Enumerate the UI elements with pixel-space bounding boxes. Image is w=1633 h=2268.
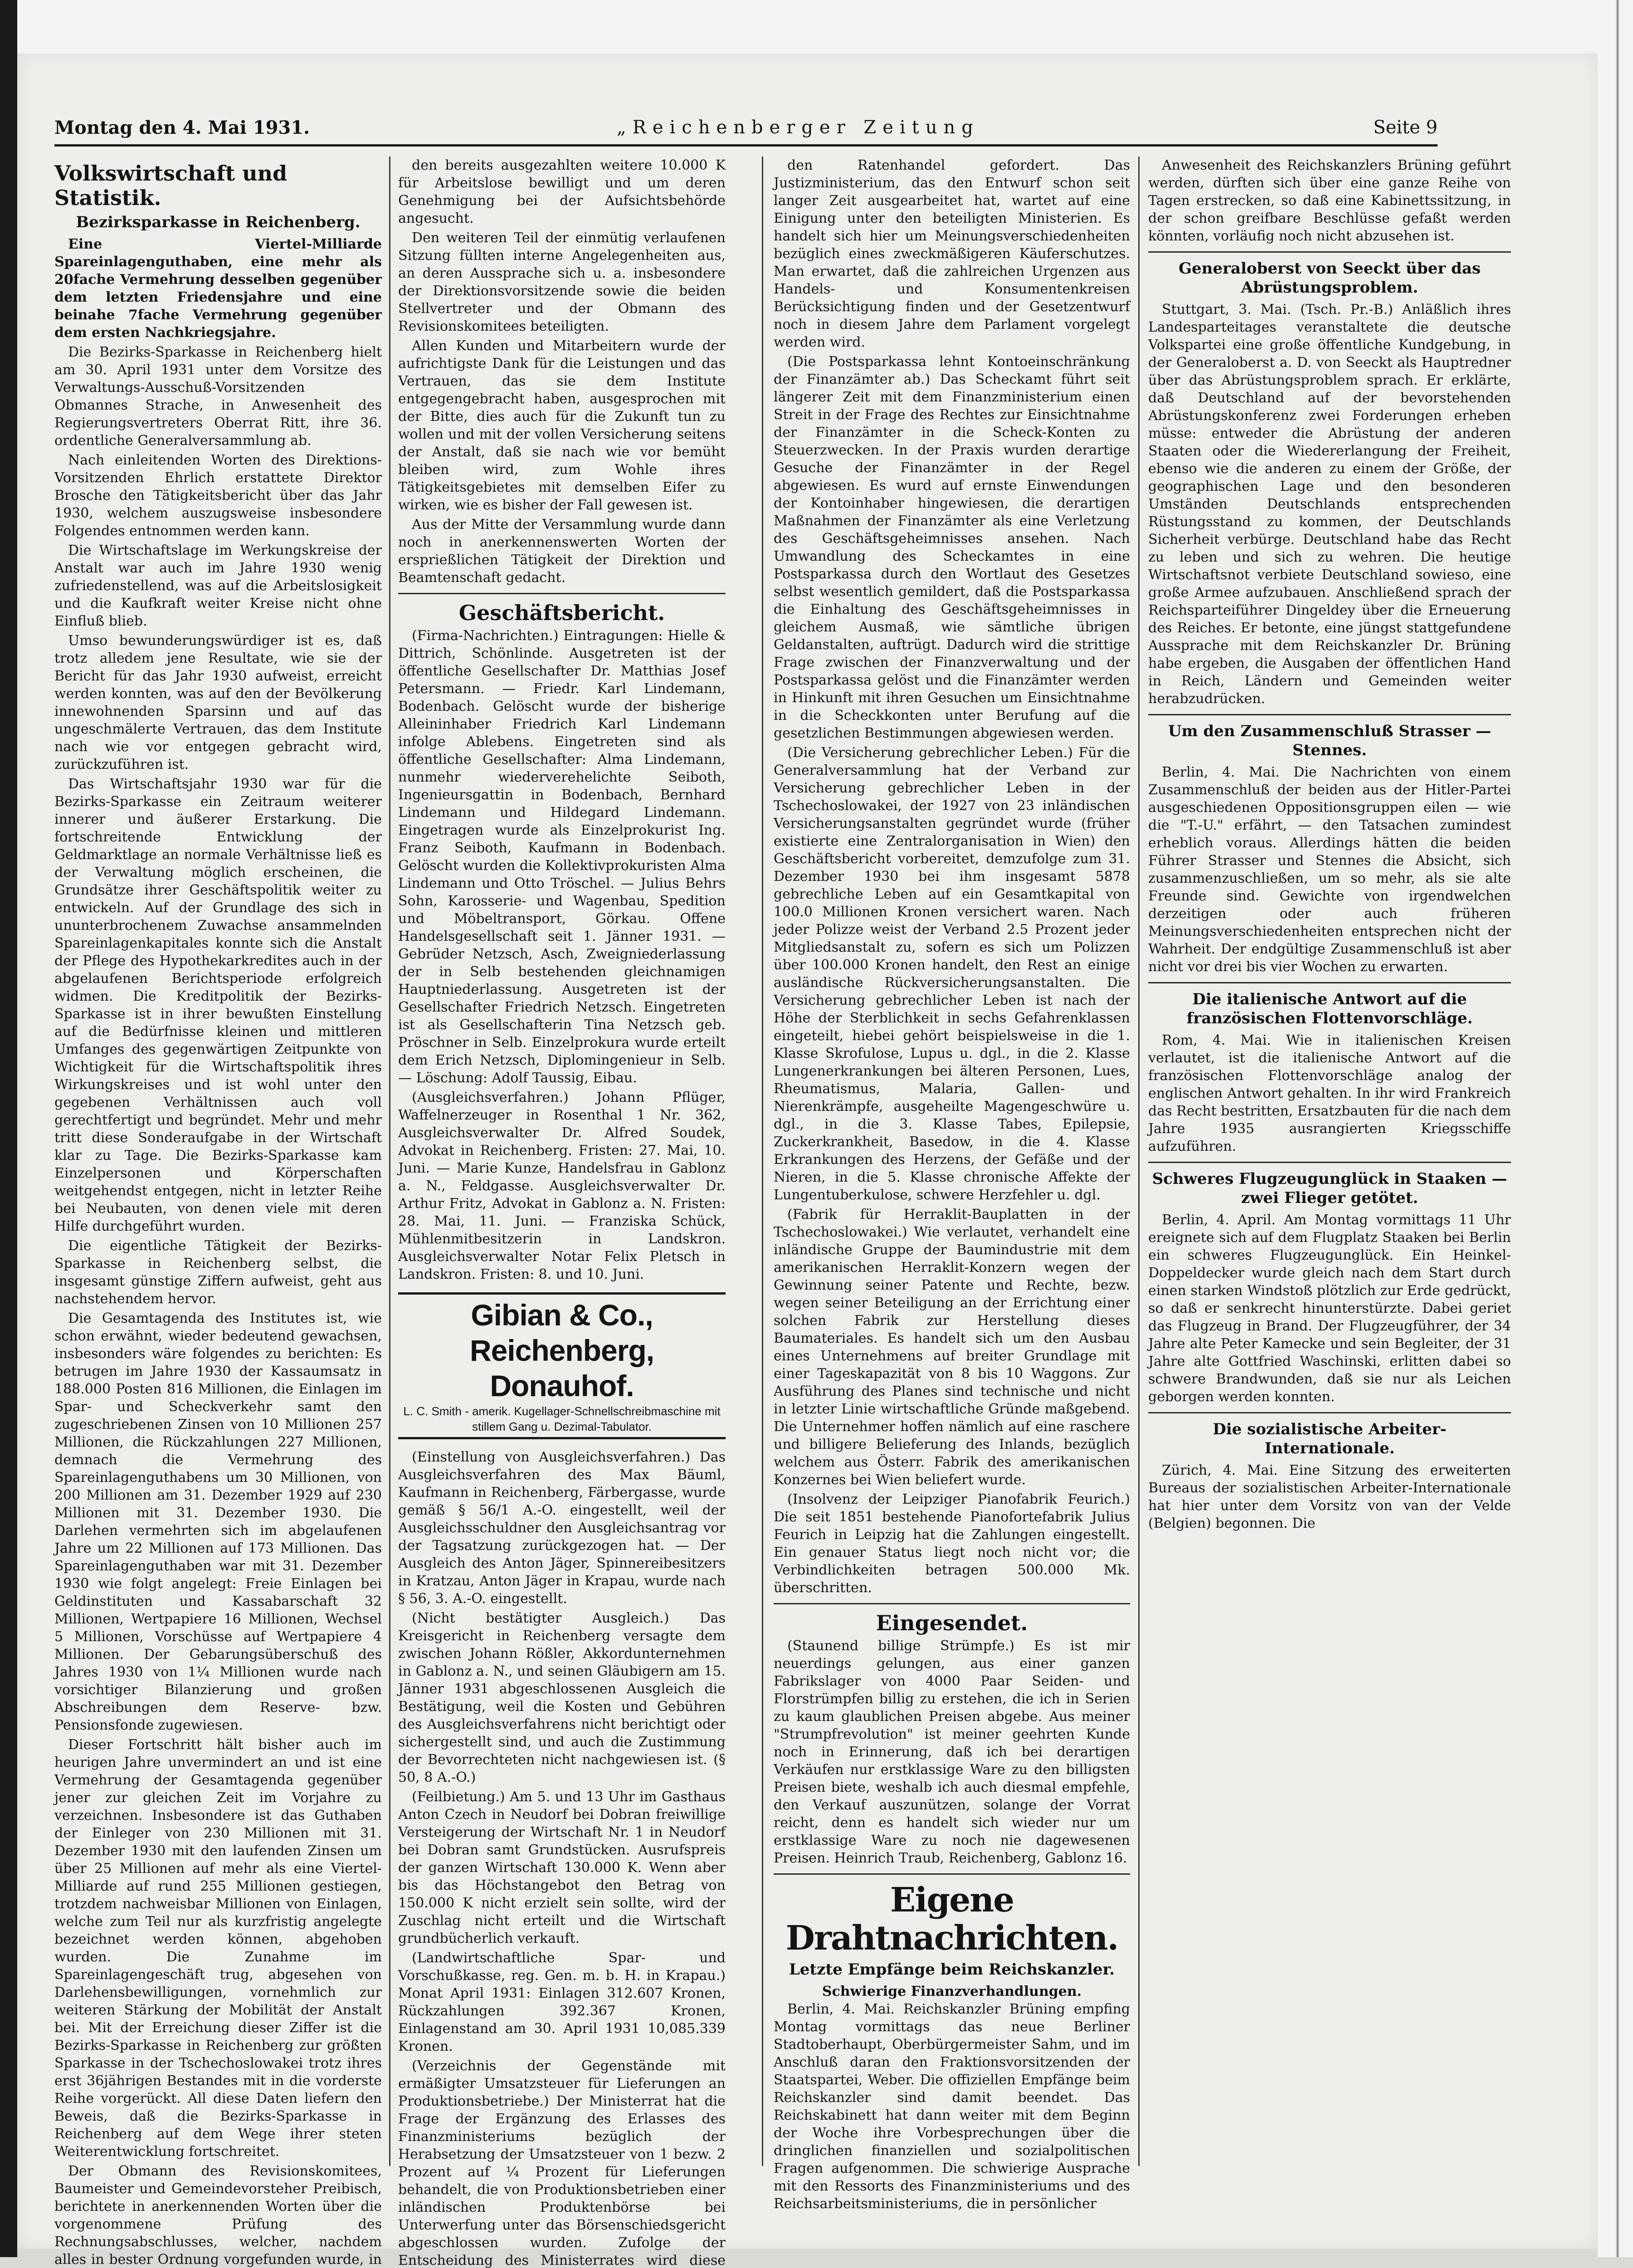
- top-margin: [17, 0, 1598, 54]
- paragraph: Die eigentliche Tätigkeit der Bezirks-Sparkasse in Reichenberg selbst, die insgesamt günstige Ziffern aufweist, geht aus nachstehendem hervor.: [54, 1238, 382, 1307]
- paragraph: (Nicht bestätigter Ausgleich.) Das Kreisgericht in Reichenberg versagte dem zwischen Johann Rößler, Akkordunternehmen in Gablonz a. N., und seinen Gläubigern am 15. Jänner 1931 abgeschlossenen Ausgleich die Bestätigung, weil die Kosten und Gebühren des Ausgleichsverfahrens nicht berichtigt oder sichergestellt sind, und auch die Zustimmung der Bevorrechteten nicht nachgewiesen ist. (§ 50, 8 A.-O.): [398, 1610, 726, 1785]
- paragraph: Aus der Mitte der Versammlung wurde dann noch in anerkennenswerten Worten der ersprießlichen Tätigkeit der Direktion und Beamtenschaft gedacht.: [398, 517, 726, 586]
- paragraph: (Insolvenz der Leipziger Pianofabrik Feurich.) Die seit 1851 bestehende Pianofortefabrik Julius Feurich in Leipzig hat die Zahlungen eingestellt. Ein genauer Status liegt noch nicht vor; die Verbindlichkeiten betragen 500.000 Mk. überschritten.: [774, 1491, 1130, 1596]
- paragraph: Die Gesamtagenda des Institutes ist, wie schon erwähnt, wieder bedeutend gewachsen, insbesonders wäre folgendes zu berichten: Es betrugen im Jahre 1930 der Kassaumsatz in 188.000 Posten 816 Millionen, die Einlagen im Spar- und Scheckverkehr samt den zugeschriebenen Zinsen von 10 Millionen 257 Millionen, die Rückzahlungen 227 Millionen, demnach die Vermehrung des Spareinlagenguthabens um 30 Millionen, von 200 Millionen am 31. Dezember 1929 auf 230 Millionen mit 31. Dezember 1930. Die Darlehen vermehrten sich im abgelaufenen Jahre um 22 Millionen auf 173 Millionen. Das Spareinlagenguthaben war mit 31. Dezember 1930 wie folgt angelegt: Freie Einlagen bei Geldinstituten und Kassabarschaft 32 Millionen, Wertpapiere 16 Millionen, Wechsel 5 Millionen, Vorschüsse auf Wertpapiere 4 Millionen. Der Gebarungsüberschuß des Jahres 1930 von 1¼ Millionen wurde nach vorsichtiger Bilanzierung und großen Abschreibungen dem Reserve- bzw. Pensionsfonde zugewiesen.: [54, 1310, 382, 1733]
- section-separator: [398, 593, 726, 594]
- section-separator: [1148, 714, 1511, 715]
- page-edge: [1598, 0, 1633, 2257]
- paragraph: Berlin, 4. April. Am Montag vormittags 11 Uhr ereignete sich auf dem Flugplatz Staaken bei Berlin ein schweres Flugzeugunglück. Ein Heinkel-Doppeldecker wurde gleich nach dem Start durch einen starken Windstoß plötzlich zur Erde gedrückt, so daß er senkrecht hinunterstürzte. Dabei geriet das Flugzeug in Brand. Der Flugzeugführer, der 34 Jahre alte Peter Kamecke und sein Begleiter, der 31 Jahre alte Gottfried Waschinski, erlitten dabei so schwere Brandwunden, daß sie nur als Leichen geborgen werden konnten.: [1148, 1212, 1511, 1405]
- ad-text: L. C. Smith - amerik. Kugellager-Schnellschreibmaschine mit stillem Gang u. Dezimal-Tabulator.: [403, 1404, 721, 1433]
- paragraph: Der Obmann des Revisionskomitees, Baumeister und Gemeindevorsteher Preibisch, berichtete in anerkennenden Worten über die vorgenommene Prüfung des Rechnungsabschlusses, welcher, nachdem alles in bester Ordnung vorgefunden wurde, in: [54, 2163, 382, 2268]
- paragraph: Berlin, 4. Mai. Die Nachrichten von einem Zusammenschluß der beiden aus der Hitler-Partei ausgeschiedenen Oppositionsgruppen eilen — wie die "T.-U." erfährt, — den Tatsachen zumindest erheblich voraus. Allerdings hätten die beiden Führer Strasser und Stennes die Absicht, sich zusammenzuschließen, um so mehr, als sie alte Freunde sind. Gewichte von irgendwelchen derzeitigen oder auch früheren Meinungsverschiedenheiten entsprechen nicht der Wahrheit. Der endgültige Zusammenschluß ist aber nicht vor drei bis vier Wochen zu erwarten.: [1148, 764, 1511, 975]
- article-title: Schweres Flugzeugunglück in Staaken — zwei Flieger getötet.: [1152, 1170, 1507, 1207]
- paragraph: Nach einleitenden Worten des Direktions-Vorsitzenden Ehrlich erstattete Direktor Brosche den Tätigkeitsbericht über das Jahr 1930, welchem auszugsweise insbesondere Folgendes entnommen werden kann.: [54, 452, 382, 539]
- section-title: Volkswirtschaft und Statistik.: [54, 161, 288, 210]
- paragraph: (Firma-Nachrichten.) Eintragungen: Hielle & Dittrich, Schönlinde. Ausgetreten ist der öffentliche Gesellschafter Dr. Matthias Josef Petersmann. — Friedr. Karl Lindemann, Bodenbach. Gelöscht wurde der bisherige Alleininhaber Friedrich Karl Lindemann infolge Ablebens. Eingetreten sind als öffentliche Gesellschafter: Alma Lindemann, nunmehr wiederverehelichte Seiboth, Ingenieursgattin in Bodenbach, Bernhard Lindemann und Hildegard Lindemann. Eingetragen wurde als Einzelprokurist Ing. Franz Seiboth, Kaufmann in Bodenbach. Gelöscht wurden die Kollektivprokuristen Alma Lindemann und Otto Tröschel. — Julius Behrs Sohn, Karosserie- und Wagenbau, Spedition und Möbeltransport, Görkau. Offene Handelsgesellschaft seit 1. Jänner 1931. — Gebrüder Netzsch, Asch, Zweigniederlassung der in Selb bestehenden gleichnamigen Hauptniederlassung. Ausgetreten ist der Gesellschafter Friedrich Netzsch. Eingetreten ist als Gesellschafterin Tina Netzsch geb. Pröschner in Selb. Einzelprokura wurde erteilt dem Erich Netzsch, Diplomingenieur in Selb. — Löschung: Adolf Taussig, Eibau.: [398, 628, 726, 1086]
- header-rule: [54, 144, 1438, 147]
- advertisement: [398, 1292, 726, 1439]
- section-separator: [1148, 1412, 1511, 1413]
- section-separator: [774, 1603, 1130, 1604]
- paragraph: Die Wirtschaftslage im Werkungskreise der Anstalt war auch im Jahre 1930 wenig zufriedenstellend, was auf die Arbeitslosigkeit und die Kaufkraft weiter Kreise nicht ohne Einfluß blieb.: [54, 543, 382, 629]
- column-divider: [389, 156, 390, 2166]
- ad-brand: Gibian & Co., Reichenberg, Donauhof.: [469, 1298, 654, 1403]
- paragraph: (Ausgleichsverfahren.) Johann Pflüger, Waffelnerzeuger in Rosenthal 1 Nr. 362, Ausgleichsverwalter Dr. Alfred Soudek, Advokat in Reichenberg. Fristen: 27. Mai, 10. Juni. — Marie Kunze, Handelsfrau in Gablonz a. N., Feldgasse. Ausgleichsverwalter Dr. Arthur Fritz, Advokat in Gablonz a. N. Fristen: 28. Mai, 11. Juni. — Franziska Schück, Mühlenmitbesitzerin in Landskron. Ausgleichsverwalter Notar Felix Pletsch in Landskron. Fristen: 8. und 10. Juni.: [398, 1090, 726, 1282]
- paragraph: Die Bezirks-Sparkasse in Reichenberg hielt am 30. April 1931 unter dem Vorsitze des Verwaltungs-Ausschuß-Vorsitzenden Obmannes Strache, in Anwesenheit des Regierungsvertreters Oberrat Ritt, ihre 36. ordentliche Generalversammlung ab.: [54, 344, 382, 449]
- paragraph: (Einstellung von Ausgleichsverfahren.) Das Ausgleichsverfahren des Max Bäuml, Kaufmann in Reichenberg, Färbergasse, wurde gemäß § 56/1 A.-O. eingestellt, weil der Ausgleichsschuldner den Ausgleichsantrag vor der Tagsatzung zurückgezogen hat. — Der Ausgleich des Anton Jäger, Spinnereibesitzers in Kratzau, Anton Jäger in Krapau, wurde nach § 56, 3. A.-O. eingestellt.: [398, 1449, 726, 1607]
- paragraph: Umso bewunderungswürdiger ist es, daß trotz alledem jene Resultate, wie sie der Bericht für das Jahr 1930 aufweist, erreicht werden konnten, was auf den der Bevölkerung innewohnenden Sparsinn und auf das ungeschmälerte Vertrauen, das dem Institute nach wie vor entgegen gebracht wird, zurückzuführen ist.: [54, 633, 382, 772]
- article-title: Die italienische Antwort auf die französischen Flottenvorschläge.: [1186, 990, 1473, 1027]
- paragraph: Allen Kunden und Mitarbeitern wurde der aufrichtigste Dank für die Leistungen und das Vertrauen, das sie dem Institute entgegengebracht haben, ausgesprochen mit der Bitte, dies auch für die Zukunft tun zu wollen und mit der vollen Versicherung seitens der Anstalt, daß sie nach wie vor bemüht bleiben wird, zum Wohle ihres Tätigkeitsgebietes mit demselben Eifer zu wirken, wie es bisher der Fall gewesen ist.: [398, 338, 726, 513]
- paragraph: (Die Versicherung gebrechlicher Leben.) Für die Generalversammlung hat der Verband zur Versicherung gebrechlicher Leben in der Tschechoslowakei, der 1927 von 23 inländischen Versicherungsanstalten gegründet wurde (früher existierte eine Zentralorganisation in Wien) den Geschäftsbericht vorbereitet, demzufolge zum 31. Dezember 1930 bei ihm insgesamt 5878 gebrechliche Leben auf ein Gesamtkapital von 100.0 Millionen Kronen versichert waren. Nach jeder Polizze weist der Verband 2.5 Prozent jeder Mitgliedsanstalt zu, sofern es sich um Polizzen über 100.000 Kronen handelt, den Rest an einige ausländische Rückversicherungsanstalten. Die Versicherung gebrechlicher Leben ist nach der Höhe der Sterblichkeit in sechs Gefahrenklassen eingeteilt, hiebei gehört beispielsweise in die 1. Klasse Skrofulose, Lupus u. dgl., in die 2. Klasse Lungenerkrankungen bei älteren Personen, Lues, Rheumatismus, Malaria, Gallen- und Nierenkrämpfe, ausgeheilte Magengeschwüre u. dgl., in die 3. Klasse Tabes, Epilepsie, Zuckerkrankheit, Basedow, in die 4. Klasse Erkrankungen des Herzens, der Gefäße und der Nieren, in die 5. Klasse chronische Affekte der Lungentuberkulose, schwere Herzfehler u. dgl.: [774, 745, 1130, 1203]
- article-lead: Eine Viertel-Milliarde Spareinlagenguthaben, eine mehr als 20fache Vermehrung desselben gegenüber dem letzten Friedensjahre und eine beinahe 7fache Vermehrung gegenüber dem ersten Nachkriegsjahre.: [54, 236, 382, 341]
- column-3: [774, 156, 1130, 2214]
- paragraph: Zürich, 4. Mai. Eine Sitzung des erweiterten Bureaus der sozialistischen Arbeiter-Internationale hat hier unter dem Vorsitz von van der Velde (Belgien) begonnen. Die: [1148, 1462, 1511, 1531]
- paragraph: den Ratenhandel gefordert. Das Justizministerium, das den Entwurf schon seit langer Zeit ausgearbeitet hat, wartet auf eine Einigung unter den beteiligten Ministerien. Es handelt sich hier um Meinungsverschiedenheiten bezüglich eines zweckmäßigeren Käuferschutzes. Man erwartet, daß die zahlreichen Urgenzen aus Handels- und Konsumentenkreisen Berücksichtigung finden und der Gesetzentwurf noch in diesem Jahre dem Parlament vorgelegt werden wird.: [774, 157, 1130, 350]
- paragraph: (Verzeichnis der Gegenstände mit ermäßigter Umsatzsteuer für Lieferungen an Produktionsbetriebe.) Der Ministerrat hat die Frage der Ergänzung des Erlasses des Finanzministeriums bezüglich der Herabsetzung der Umsatzsteuer von 1 bezw. 2 Prozent auf ¼ Prozent für Lieferungen behandelt, die von Produktionsbetrieben einer inländischen Produktenbörse bei Unterwerfung unter das Börsenschiedsgericht abgeschlossen wurden. Zufolge der Entscheidung des Ministerrates wird diese: [398, 2058, 726, 2268]
- section-separator: [1148, 251, 1511, 253]
- paragraph: (Fabrik für Herraklit-Bauplatten in der Tschechoslowakei.) Wie verlautet, verhandelt eine inländische Gruppe der Baumindustrie mit dem amerikanischen Herraklit-Konzern wegen der Gewinnung seiner Patente und Rechte, bezw. wegen seiner Beteiligung an der Errichtung einer solchen Fabrik zur Herstellung dieses Baumateriales. Es handelt sich um den Ausbau eines Unternehmens auf breiter Grundlage mit einer Tageskapazität von 8 bis 10 Waggons. Zur Ausführung des Planes sind technische und nicht in letzter Linie wirtschaftliche Gründe maßgebend. Die Unternehmer hoffen nämlich auf eine raschere und billigere Belieferung des Inlands, bezüglich welchem aus Österr. Fabrik des amerikanischen Konzernes bei Wien beliefert wurde.: [774, 1207, 1130, 1488]
- column-divider: [762, 156, 763, 2166]
- book-spine: [0, 0, 17, 2257]
- article-title: Letzte Empfänge beim Reichskanzler.: [789, 1960, 1115, 1979]
- article-subtitle: Schwierige Finanzverhandlungen.: [822, 1984, 1082, 1999]
- section-title: Eingesendet.: [876, 1611, 1028, 1635]
- article-title: Die sozialistische Arbeiter-Internationale.: [1213, 1420, 1447, 1457]
- paragraph: Anwesenheit des Reichskanzlers Brüning geführt werden, dürften sich über eine ganze Reihe von Tagen erstrecken, so daß eine Kabinettssitzung, in der schon greifbare Beschlüsse gefaßt werden könnten, vorläufig noch nicht abzusehen ist.: [1148, 157, 1511, 244]
- paragraph: Das Wirtschaftsjahr 1930 war für die Bezirks-Sparkasse ein Zeitraum weiterer innerer und äußerer Erstarkung. Die fortschreitende Entwicklung der Geldmarktlage an normale Verhältnisse ließ es der Verwaltung möglich erscheinen, die Grundsätze ihrer Geschäftspolitik weiter zu entwickeln. Auf der Grundlage des sich in ununterbrochenem Zuwachse ansammelnden Spareinlagenkapitales konnte sich die Anstalt der Pflege des Hypothekarkredites auch in der abgelaufenen Berichtsperiode erfolgreich widmen. Die Kreditpolitik der Bezirks-Sparkasse ist in ihrer bewußten Einstellung auf die Bedürfnisse kleinen und mittleren Umfanges des gegenwärtigen Zeitpunkte von Wichtigkeit für die Wirtschaftspolitik ihres Wirkungskreises und ist wohl unter den gegebenen Verhältnissen auch voll gerechtfertigt und begründet. Mehr und mehr tritt diese Sonderaufgabe in der Wirtschaft klar zu Tage. Die Bezirks-Sparkasse kam Einzelpersonen und Körperschaften weitgehendst entgegen, nicht in letzter Reihe bei Neubauten, von denen viele mit deren Hilfe durchgeführt wurden.: [54, 776, 382, 1234]
- paragraph: Rom, 4. Mai. Wie in italienischen Kreisen verlautet, ist die italienische Antwort auf die französischen Flottenvorschläge analog der englischen Antwort gehalten. In ihr wird Frankreich das Recht bestritten, Ersatzbauten für die nach dem Jahre 1935 ausrangierten Kriegsschiffe aufzuführen.: [1148, 1032, 1511, 1154]
- paragraph: (Die Postsparkassa lehnt Kontoeinschränkung der Finanzämter ab.) Das Scheckamt führt seit längerer Zeit mit dem Finanzministerium einen Streit in der Frage des Rechtes zur Einsichtnahme der Finanzämter in die Scheck-Konten zu Steuerzwecken. In der Praxis wurden derartige Gesuche der Finanzämter in der Regel abgewiesen. Es wurd auf ernste Einwendungen der Kontoinhaber hingewiesen, die derartigen Maßnahmen der Finanzämter als eine Verletzung des Geschäftsgeheimnisses ansehen. Nach Umwandlung des Scheckamtes in eine Postsparkassa durch den Wortlaut des Gesetzes selbst wesentlich gemildert, daß die Postsparkassa die Einhaltung des Geschäftsgeheimnisses in gleichem Ausmaß, wie sämtliche übrigen Geldanstalten, auftrügt. Dadurch wird die strittige Frage zwischen der Finanzverwaltung und der Postsparkassa gelöst und die Finanzämter werden in Hinkunft mit ihren Gesuchen um Einsichtnahme in die Scheckkonten unter Berufung auf die gesetzlichen Bestimmungen abgewiesen werden.: [774, 354, 1130, 741]
- paragraph: den bereits ausgezahlten weitere 10.000 K für Arbeitslose bewilligt und um deren Genehmigung bei der Aufsichtsbehörde angesucht.: [398, 157, 726, 226]
- page-number: Seite 9: [1373, 117, 1438, 138]
- column-divider: [1138, 156, 1140, 2166]
- article-title: Bezirksparkasse in Reichenberg.: [76, 213, 361, 231]
- paragraph: Den weiteren Teil der einmütig verlaufenen Sitzung füllten interne Angelegenheiten aus, an deren Aussprache sich u. a. insbesondere der Direktionsvorsitzende sowie die beiden Stellvertreter und der Obmann des Revisionskomitees beteiligten.: [398, 230, 726, 334]
- newspaper-name: „Reichenberger Zeitung: [617, 117, 980, 138]
- paragraph: Berlin, 4. Mai. Reichskanzler Brüning empfing Montag vormittags das neue Berliner Stadtoberhaupt, Oberbürgermeister Sahm, und im Anschluß daran den Fraktionsvorsitzenden der Staatspartei, Weber. Die offiziellen Empfänge beim Reichskanzler sind damit beendet. Das Reichskabinett hat dann weiter mit dem Beginn der Woche ihre Vorbesprechungen über die dringlichen finanziellen und sozialpolitischen Fragen aufgenommen. Die schwierige Ausprache mit den Ressorts des Finanzministeriums und des Reichsarbeitsministeriums, die in persönlicher: [774, 2001, 1130, 2212]
- column-4: [1148, 156, 1511, 1534]
- section-separator: [774, 1873, 1130, 1875]
- paragraph: Stuttgart, 3. Mai. (Tsch. Pr.-B.) Anläßlich ihres Landesparteitages veranstaltete die deutsche Volkspartei eine große öffentliche Kundgebung, in der Generaloberst a. D. von Seeckt als Hauptredner über das Abrüstungsproblem sprach. Er erklärte, daß Deutschland auf der bevorstehenden Abrüstungskonferenz zwei Forderungen erheben müsse: entweder die Abrüstung der anderen Staaten oder die Wiedererlangung der Freiheit, ebenso wie die anderen zu einem der Größe, der geographischen Lage und den besonderen Umständen Deutschlands entsprechenden Rüstungsstand zu kommen, der Deutschlands Sicherheit verbürge. Deutschland habe das Recht zu leben und sich zu wehren. Die heutige Wirtschaftsnot verbiete Deutschland sowieso, eine große Armee aufzubauen. Anschließend sprach der Reichsparteiführer Dingeldey über die Erneuerung des Reiches. Er betonte, eine jüngst stattgefundene Aussprache mit dem Reichskanzler Dr. Brüning habe ergeben, die Ausgaben der öffentlichen Hand in Reich, Ländern und Gemeinden weiter herabzudrücken.: [1148, 302, 1511, 707]
- article-title: Generaloberst von Seeckt über das Abrüstungsproblem.: [1179, 259, 1481, 297]
- paragraph: Dieser Fortschritt hält bisher auch im heurigen Jahre unvermindert an und ist eine Vermehrung der Gesamtagenda gegenüber jener zur gleichen Zeit im Vorjahre zu verzeichnen. Insbesondere ist das Guthaben der Einleger von 230 Millionen mit 31. Dezember 1930 mit den laufenden Zinsen um über 25 Millionen auf mehr als eine Viertel-Milliarde auf rund 255 Millionen gestiegen, trotzdem nachweisbar Millionen von Einlagen, welche zum Teil nur als kurzfristig angelegte bezeichnet werden können, abgehoben wurden. Die Zunahme im Spareinlagengeschäft trug, abgesehen von Darlehensbewilligungen, vornehmlich zur weiteren Stärkung der Mobilität der Anstalt bei. Mit der Erreichung dieser Ziffer ist die Bezirks-Sparkasse in Reichenberg zur größten Sparkasse in der Tschechoslowakei trotz ihres erst 36jährigen Bestandes mit in die vorderste Reihe vorgerückt. All diese Daten liefern den Beweis, daß die Bezirks-Sparkasse in Reichenberg auf dem Wege ihrer steten Weiterentwicklung fortschreitet.: [54, 1737, 382, 2160]
- issue-date: Montag den 4. Mai 1931.: [54, 117, 310, 138]
- column-2: [398, 156, 726, 2268]
- paragraph: (Landwirtschaftliche Spar- und Vorschußkasse, reg. Gen. m. b. H. in Krapau.) Monat April 1931: Einlagen 312.607 Kronen, Rückzahlungen 392.367 Kronen, Einlagenstand am 30. April 1931 10,085.339 Kronen.: [398, 1950, 726, 2054]
- article-title: Um den Zusammenschluß Strasser — Stennes.: [1168, 722, 1492, 759]
- section-banner: Eigene Drahtnachrichten.: [785, 1881, 1118, 1958]
- paragraph: (Staunend billige Strümpfe.) Es ist mir neuerdings gelungen, aus einer ganzen Fabrikslager von 4000 Paar Seiden- und Florstrümpfen billig zu erstehen, die ich in Serien zu kaum glaublichen Preisen abgebe. Aus meiner "Strumpfrevolution" ist meiner geehrten Kunde noch in Erinnerung, daß ich bei derartigen Verkäufen nur erstklassige Ware zu den billigsten Preisen biete, weshalb ich auch diesmal empfehle, den Verkauf auszunützen, solange der Vorrat reicht, denn es handelt sich wieder nur um erstklassige Ware zu noch nie dagewesenen Preisen. Heinrich Traub, Reichenberg, Gablonz 16.: [774, 1638, 1130, 1866]
- section-title: Geschäftsbericht.: [458, 601, 665, 625]
- paragraph: (Feilbietung.) Am 5. und 13 Uhr im Gasthaus Anton Czech in Neudorf bei Dobran freiwillige Versteigerung der Wirtschaft Nr. 1 in Neudorf bei Dobran samt Grundstücken. Ausrufspreis der ganzen Wirtschaft 130.000 K. Wenn aber bis das Höchstangebot den Betrag von 150.000 K nicht erzielt sein sollte, wird der Zuschlag nicht erteilt und die Wirtschaft grundbücherlich verkauft.: [398, 1789, 726, 1946]
- column-1: [54, 156, 382, 2268]
- section-separator: [1148, 982, 1511, 983]
- section-separator: [1148, 1162, 1511, 1163]
